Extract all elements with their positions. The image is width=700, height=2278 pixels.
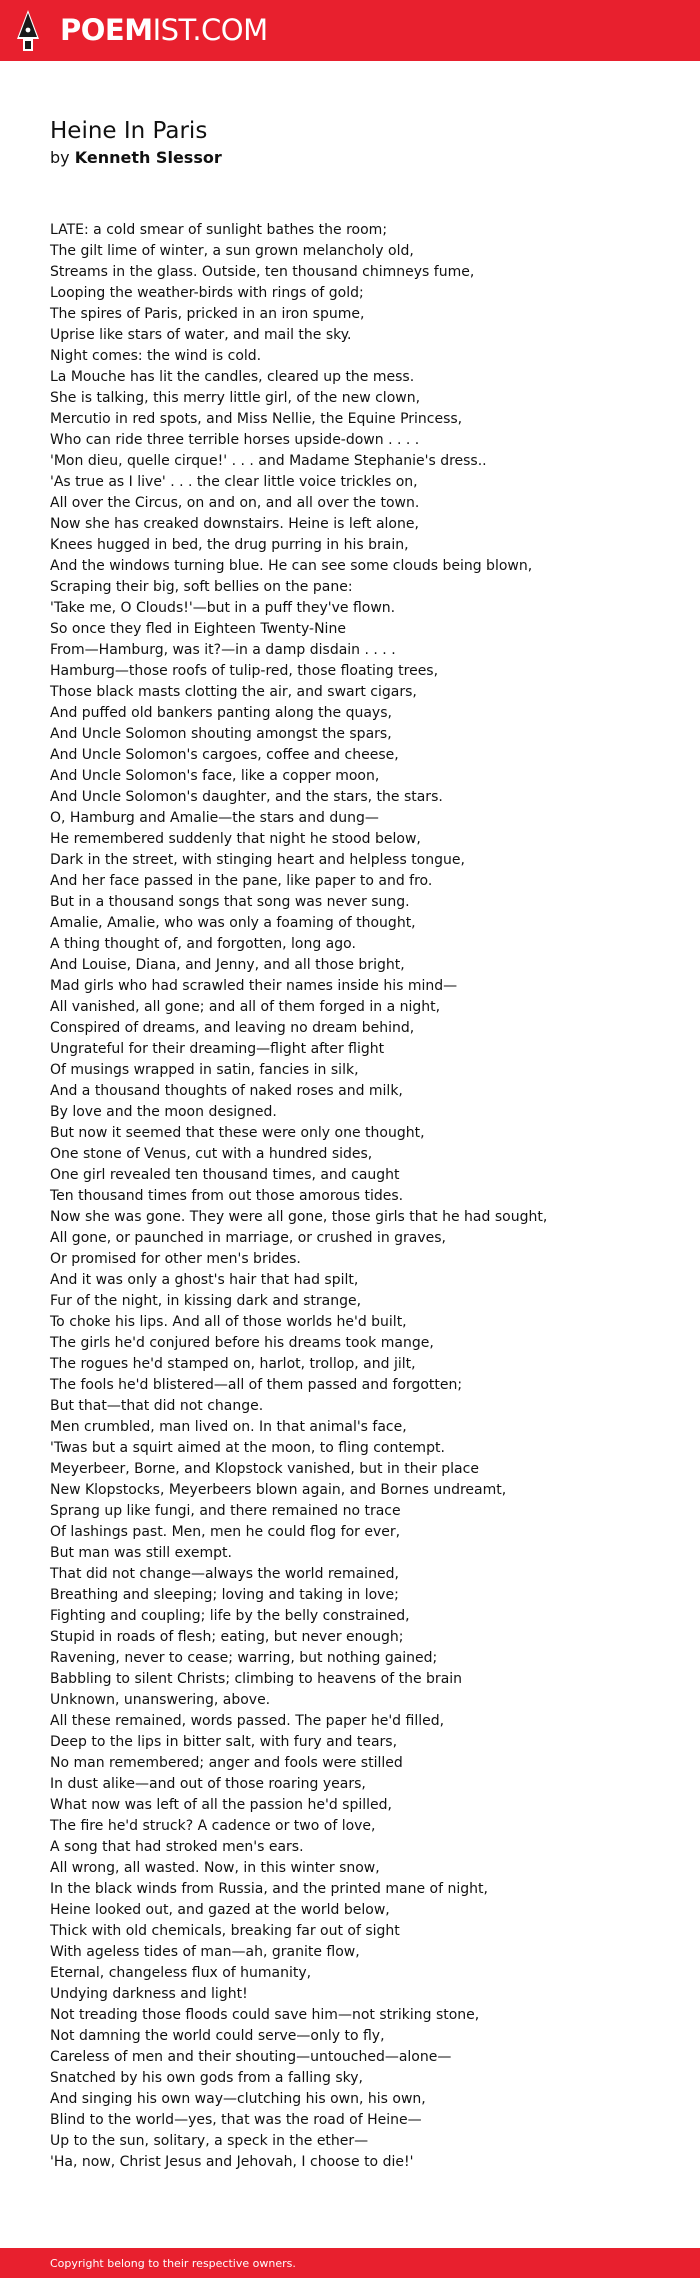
poem-line: A song that had stroked men's ears. xyxy=(50,1839,304,1855)
poem-line: So once they fled in Eighteen Twenty-Nine xyxy=(50,621,346,637)
copyright-notice: Copyright belong to their respective owners. xyxy=(50,2257,296,2270)
poem-line: Undying darkness and light! xyxy=(50,1986,248,2002)
poem-line: And Uncle Solomon's face, like a copper moon, xyxy=(50,768,380,784)
pen-nib-icon xyxy=(16,9,40,52)
poem-line: 'Ha, now, Christ Jesus and Jehovah, I choose to die!' xyxy=(50,2154,414,2170)
poem-line: Blind to the world—yes, that was the road of Heine— xyxy=(50,2112,422,2128)
poem-line: 'Take me, O Clouds!'—but in a puff they've flown. xyxy=(50,600,396,616)
poem-line: And her face passed in the pane, like paper to and fro. xyxy=(50,873,433,889)
poem-line: And a thousand thoughts of naked roses and milk, xyxy=(50,1083,403,1099)
poem-line: The gilt lime of winter, a sun grown melancholy old, xyxy=(50,243,414,259)
poem-line: Eternal, changeless flux of humanity, xyxy=(50,1965,312,1981)
poem-line: Ungrateful for their dreaming—flight after flight xyxy=(50,1041,385,1057)
poem-line: He remembered suddenly that night he stood below, xyxy=(50,831,421,847)
poem-line: Mercutio in red spots, and Miss Nellie, the Equine Princess, xyxy=(50,411,463,427)
poem-line: Stupid in roads of flesh; eating, but never enough; xyxy=(50,1629,404,1645)
poem-line: The fire he'd struck? A cadence or two of love, xyxy=(50,1818,376,1834)
brand-rest: IST.COM xyxy=(152,13,268,47)
poem-line: Now she has creaked downstairs. Heine is left alone, xyxy=(50,516,419,532)
author-name[interactable]: Kenneth Slessor xyxy=(74,148,222,167)
poem-line: Up to the sun, solitary, a speck in the ether— xyxy=(50,2133,369,2149)
poem-line: Ten thousand times from out those amorous tides. xyxy=(50,1188,404,1204)
poem-line: 'As true as I live' . . . the clear little voice trickles on, xyxy=(50,474,418,490)
poem-line: With ageless tides of man—ah, granite flow, xyxy=(50,1944,360,1960)
poem-line: Deep to the lips in bitter salt, with fury and tears, xyxy=(50,1734,398,1750)
poem-line: To choke his lips. And all of those worlds he'd built, xyxy=(50,1314,407,1330)
poem-line: Night comes: the wind is cold. xyxy=(50,348,262,364)
poem-line: One girl revealed ten thousand times, and caught xyxy=(50,1167,400,1183)
poem-line: And puffed old bankers panting along the quays, xyxy=(50,705,392,721)
poem-line: Heine looked out, and gazed at the world below, xyxy=(50,1902,390,1918)
poem-line: The girls he'd conjured before his dreams took mange, xyxy=(50,1335,434,1351)
poem-line: From—Hamburg, was it?—in a damp disdain . . . . xyxy=(50,642,396,658)
poem-body xyxy=(50,220,670,2173)
poem-line: And Uncle Solomon shouting amongst the spars, xyxy=(50,726,392,742)
poem-line: The fools he'd blistered—all of them passed and forgotten; xyxy=(50,1377,463,1393)
poem-line: But man was still exempt. xyxy=(50,1545,232,1561)
poem-line: Now she was gone. They were all gone, those girls that he had sought, xyxy=(50,1209,548,1225)
site-logo-text xyxy=(60,14,268,47)
poem-line: That did not change—always the world remained, xyxy=(50,1566,399,1582)
poem-line: And the windows turning blue. He can see some clouds being blown, xyxy=(50,558,533,574)
poem-line: By love and the moon designed. xyxy=(50,1104,277,1120)
poem-line: Dark in the street, with stinging heart and helpless tongue, xyxy=(50,852,465,868)
poem-line: Not treading those floods could save him—not striking stone, xyxy=(50,2007,480,2023)
poem-line: Who can ride three terrible horses upside-down . . . . xyxy=(50,432,420,448)
poem-line: New Klopstocks, Meyerbeers blown again, and Bornes undreamt, xyxy=(50,1482,507,1498)
poem-line: Babbling to silent Christs; climbing to heavens of the brain xyxy=(50,1671,463,1687)
byline xyxy=(50,146,222,170)
poem-line: And singing his own way—clutching his own, his own, xyxy=(50,2091,426,2107)
poem-line: Conspired of dreams, and leaving no dream behind, xyxy=(50,1020,415,1036)
poem-line: Of musings wrapped in satin, fancies in silk, xyxy=(50,1062,359,1078)
site-footer xyxy=(0,2248,700,2278)
poem-line: She is talking, this merry little girl, of the new clown, xyxy=(50,390,421,406)
poem-line: In dust alike—and out of those roaring years, xyxy=(50,1776,366,1792)
poem-line: Fighting and coupling; life by the belly constrained, xyxy=(50,1608,410,1624)
poem-line: Those black masts clotting the air, and swart cigars, xyxy=(50,684,417,700)
poem-line: And Louise, Diana, and Jenny, and all those bright, xyxy=(50,957,405,973)
brand-strong: POEM xyxy=(60,13,153,47)
poem-line: And it was only a ghost's hair that had spilt, xyxy=(50,1272,359,1288)
poem-line: 'Mon dieu, quelle cirque!' . . . and Madame Stephanie's dress.. xyxy=(50,453,487,469)
poem-line: All these remained, words passed. The paper he'd filled, xyxy=(50,1713,445,1729)
poem-line: The rogues he'd stamped on, harlot, trollop, and jilt, xyxy=(50,1356,416,1372)
by-label: by xyxy=(50,148,70,167)
poem-line: In the black winds from Russia, and the printed mane of night, xyxy=(50,1881,488,1897)
poem-title: Heine In Paris xyxy=(50,118,208,144)
poem-line: One stone of Venus, cut with a hundred sides, xyxy=(50,1146,373,1162)
poem-line: Unknown, unanswering, above. xyxy=(50,1692,271,1708)
poem-line: Of lashings past. Men, men he could flog for ever, xyxy=(50,1524,401,1540)
poem-line: But that—that did not change. xyxy=(50,1398,264,1414)
poem-line: The spires of Paris, pricked in an iron spume, xyxy=(50,306,365,322)
poem-line: But now it seemed that these were only one thought, xyxy=(50,1125,425,1141)
poem-line: Fur of the night, in kissing dark and strange, xyxy=(50,1293,362,1309)
poem-line: Not damning the world could serve—only to fly, xyxy=(50,2028,385,2044)
poem-line: Amalie, Amalie, who was only a foaming of thought, xyxy=(50,915,416,931)
poem-line: Uprise like stars of water, and mail the sky. xyxy=(50,327,352,343)
poem-line: La Mouche has lit the candles, cleared up the mess. xyxy=(50,369,415,385)
poem-line: But in a thousand songs that song was never sung. xyxy=(50,894,410,910)
poem-line: Men crumbled, man lived on. In that animal's face, xyxy=(50,1419,407,1435)
poem-line: Thick with old chemicals, breaking far out of sight xyxy=(50,1923,400,1939)
poem-line: All gone, or paunched in marriage, or crushed in graves, xyxy=(50,1230,447,1246)
poem-line: 'Twas but a squirt aimed at the moon, to fling contempt. xyxy=(50,1440,445,1456)
poem-line: All vanished, all gone; and all of them forged in a night, xyxy=(50,999,441,1015)
poem-line: Breathing and sleeping; loving and taking in love; xyxy=(50,1587,399,1603)
poem-line: Knees hugged in bed, the drug purring in his brain, xyxy=(50,537,409,553)
poem-line: All over the Circus, on and on, and all over the town. xyxy=(50,495,420,511)
poem-line: What now was left of all the passion he'd spilled, xyxy=(50,1797,392,1813)
poem-line: Snatched by his own gods from a falling sky, xyxy=(50,2070,363,2086)
poem-line: LATE: a cold smear of sunlight bathes the room; xyxy=(50,222,388,238)
poem-line: A thing thought of, and forgotten, long ago. xyxy=(50,936,356,952)
poem-line: Hamburg—those roofs of tulip-red, those floating trees, xyxy=(50,663,439,679)
poem-line: Streams in the glass. Outside, ten thousand chimneys fume, xyxy=(50,264,475,280)
poem-line: Mad girls who had scrawled their names inside his mind— xyxy=(50,978,458,994)
poem-line: Scraping their big, soft bellies on the pane: xyxy=(50,579,353,595)
poem-line: And Uncle Solomon's daughter, and the stars, the stars. xyxy=(50,789,443,805)
poem-line: No man remembered; anger and fools were stilled xyxy=(50,1755,403,1771)
poem-line: Sprang up like fungi, and there remained no trace xyxy=(50,1503,401,1519)
poem-line: Looping the weather-birds with rings of gold; xyxy=(50,285,364,301)
poem-line: All wrong, all wasted. Now, in this winter snow, xyxy=(50,1860,380,1876)
poem-line: Careless of men and their shouting—untouched—alone— xyxy=(50,2049,452,2065)
poem-line: Meyerbeer, Borne, and Klopstock vanished, but in their place xyxy=(50,1461,479,1477)
poem-line: And Uncle Solomon's cargoes, coffee and cheese, xyxy=(50,747,399,763)
poem-line: Or promised for other men's brides. xyxy=(50,1251,301,1267)
site-header xyxy=(0,0,700,61)
poem-line: Ravening, never to cease; warring, but nothing gained; xyxy=(50,1650,438,1666)
poem-line: O, Hamburg and Amalie—the stars and dung— xyxy=(50,810,379,826)
